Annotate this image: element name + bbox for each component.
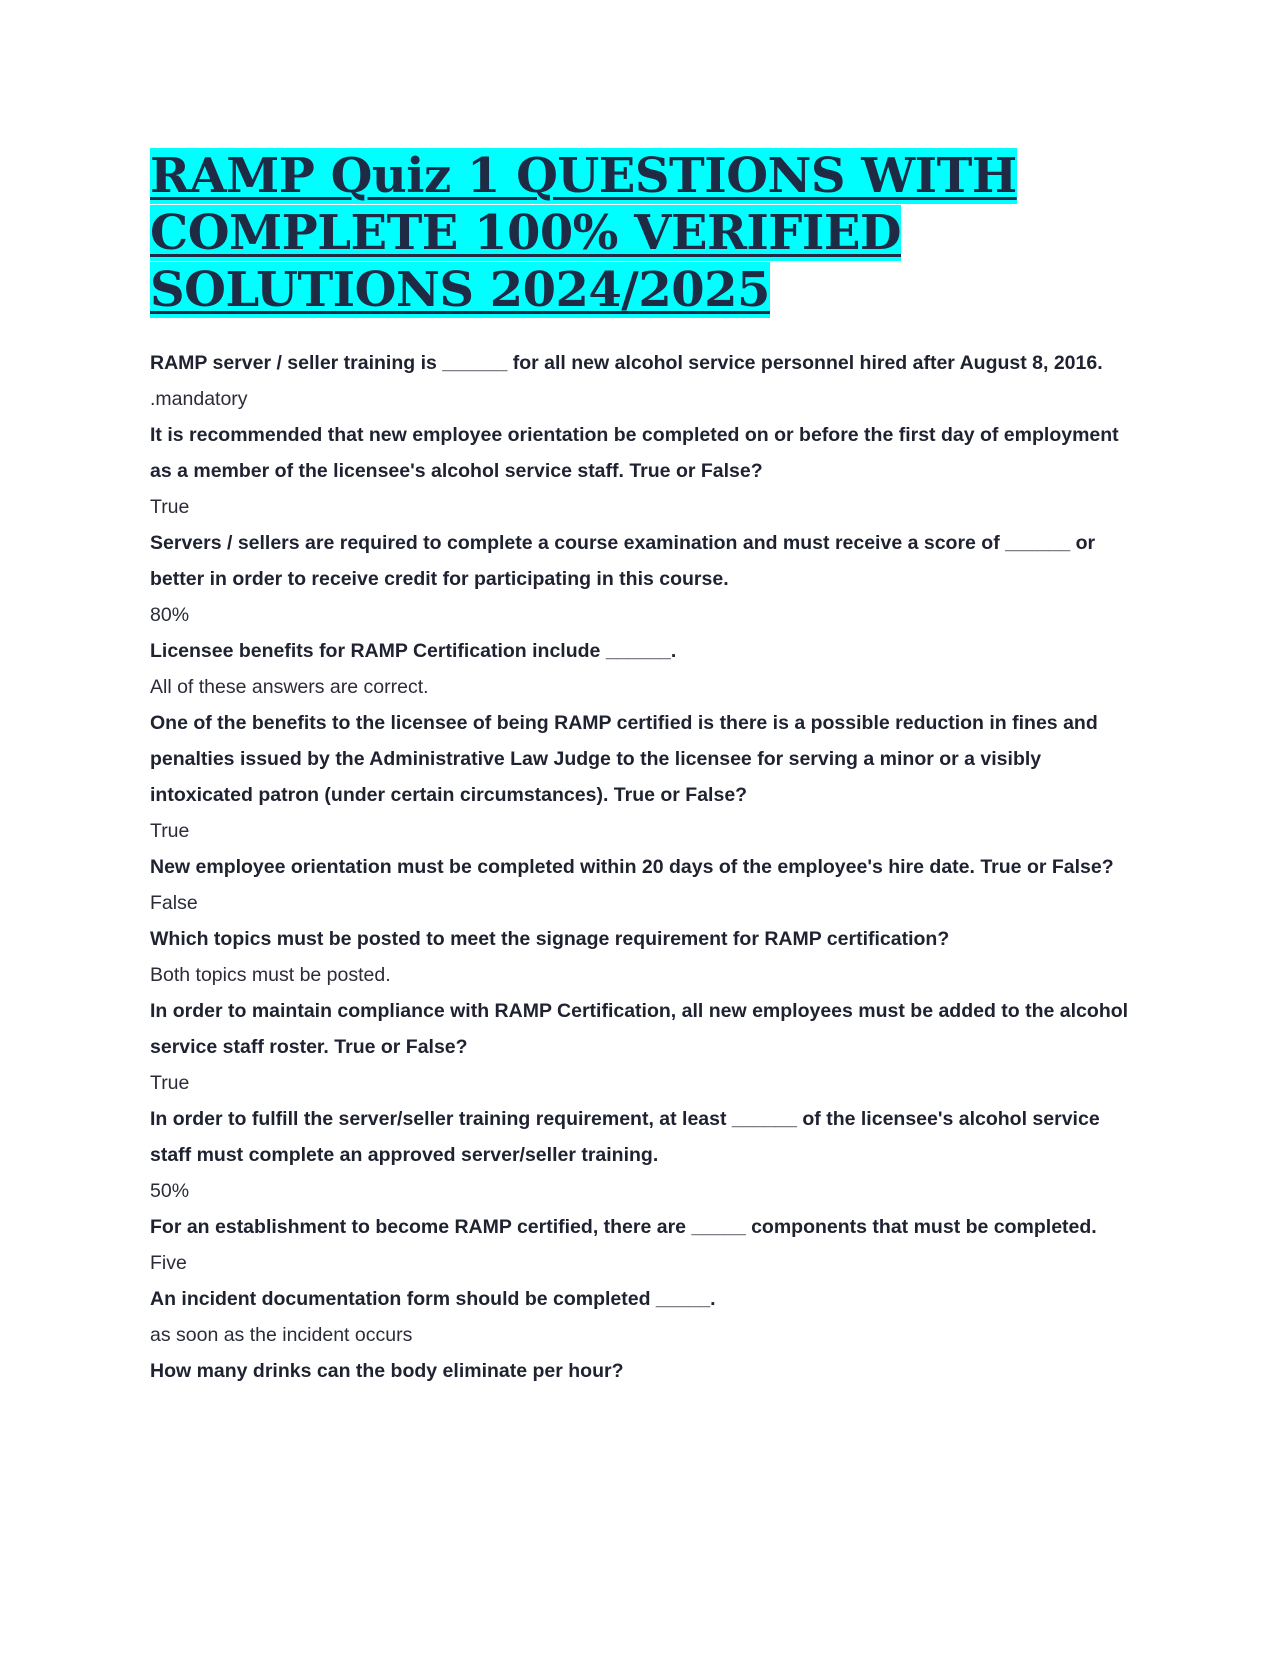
answer-11: as soon as the incident occurs [150,1324,413,1346]
answer-7: Both topics must be posted. [150,964,391,986]
document-page [150,148,1130,1389]
answer-6: False [150,892,198,914]
answer-9: 50% [150,1180,190,1202]
answer-10: Five [150,1252,187,1274]
question-4: Licensee benefits for RAMP Certification include ______. [150,640,677,662]
answer-1: .mandatory [150,388,248,410]
question-11: An incident documentation form should be completed _____. [150,1288,716,1310]
answer-8: True [150,1072,190,1094]
qa-list [150,345,1130,1389]
answer-5: True [150,820,190,842]
document-title [150,148,1130,319]
title-line-3: SOLUTIONS 2024/2025 [150,262,770,318]
question-10: For an establishment to become RAMP certified, there are _____ components that must be completed. [150,1216,1097,1238]
answer-2: True [150,496,190,518]
question-12: How many drinks can the body eliminate per hour? [150,1360,624,1382]
question-3: Servers / sellers are required to complete a course examination and must receive a score of ______ or better in order to receive credit for participating in this course. [150,532,1096,590]
answer-4: All of these answers are correct. [150,676,429,698]
question-5: One of the benefits to the licensee of being RAMP certified is there is a possible reduction in fines and penalties issued by the Administrative Law Judge to the licensee for serving a minor or a visibly intoxicated patron (under certain circumstances). True or False? [150,712,1098,806]
question-2: It is recommended that new employee orientation be completed on or before the first day of employment as a member of the licensee's alcohol service staff. True or False? [150,424,1119,482]
question-8: In order to maintain compliance with RAMP Certification, all new employees must be added to the alcohol service staff roster. True or False? [150,1000,1129,1058]
question-6: New employee orientation must be completed within 20 days of the employee's hire date. True or False? [150,856,1114,878]
question-1: RAMP server / seller training is ______ for all new alcohol service personnel hired after August 8, 2016. [150,352,1103,374]
answer-3: 80% [150,604,190,626]
title-line-2: COMPLETE 100% VERIFIED [150,205,902,261]
title-line-1: RAMP Quiz 1 QUESTIONS WITH [150,148,1017,204]
question-9: In order to fulfill the server/seller training requirement, at least ______ of the licensee's alcohol service staff must complete an approved server/seller training. [150,1108,1100,1166]
question-7: Which topics must be posted to meet the signage requirement for RAMP certification? [150,928,950,950]
